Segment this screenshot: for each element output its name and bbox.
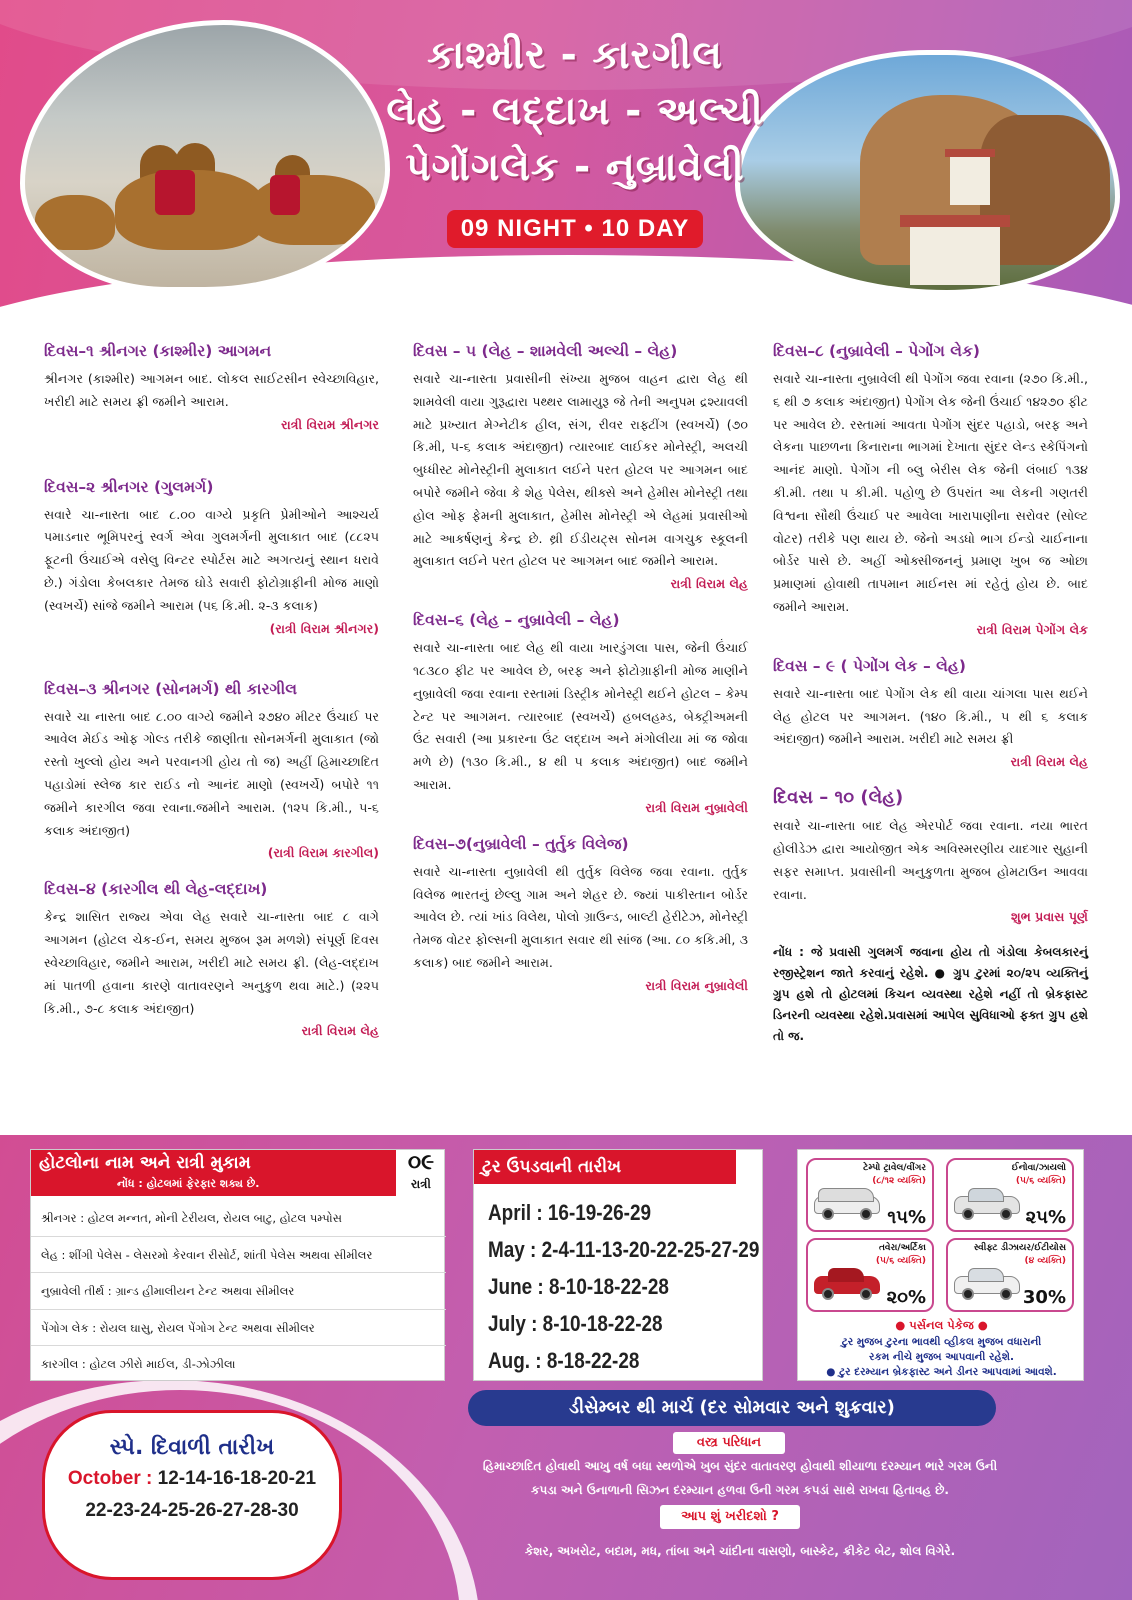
diwali-title: સ્પે. દિવાળી તારીખ bbox=[109, 1435, 275, 1460]
day-9 bbox=[773, 655, 1088, 773]
package-note-line: રકમ નીચે મુજબ આપવાની રહેશે. bbox=[869, 1351, 1014, 1363]
personal-package-title: ● પર્સનલ પેકેજ ● bbox=[895, 1318, 988, 1332]
night-stay: રાત્રી વિરામ નુબ્રાવેલી bbox=[645, 977, 748, 993]
hotel-list-title: હોટલોના નામ અને રાત્રી મુકામ bbox=[39, 1153, 251, 1173]
diwali-dates-badge bbox=[42, 1410, 342, 1580]
camel-body bbox=[250, 175, 375, 245]
clothing-text-line: કપડા અને ઉનાળાની સિઝન દરમ્યાન હળવા ઉની ગરમ કપડાં સાથે રાખવા હિતાવહ છે. bbox=[531, 1483, 949, 1497]
hotel-row: લેહ : શીંગી પેલેસ - લેસરમો કેરવાન રીસોર્ટ, શાંતી પેલેસ અથવા સીમીલર bbox=[31, 1237, 446, 1274]
day-body: સવારે ચા-નાસ્તા પ્રવાસીની સંખ્યા મુજબ વાહન દ્વારા લેહ થી શામવેલી વાયા ગુરૂદ્વારા પથ્થર લામાયુરૂ જે તેની અનુપમ દ્રશ્યાવલી માટે પ્રખ્યાત મેગ્નેટીક હીલ, સંગ, રીવર રાફ્ટીંગ (સ્વખર્ચે) (૭૦ કિ.મી, ૫-૬ કલાક અંદાજીત) ત્યારબાદ લાઈકર મોનેસ્ટ્રી, અલચી બુધ્ધીસ્ટ મોનેસ્ટ્રીની મુલાકાત લઈને પરત હોટલ પર આગમન બાદ બપોરે જમીને જેવા કે શેહ પેલેસ, થીક્સે અને હેમીસ મોનેસ્ટ્રી તથા હોલ ઓફ ફેમની મુલાકાત, હેમીસ મોનેસ્ટ્રી એ લેહમાં પ્રવાસીઓ માટે આકર્ષણનું કેન્દ્ર છે. થ્રી ઈડીયટ્સ સોનમ વાગચુક સ્કૂલની મુલાકાત લઈને પરત હોટલ પર આગમન બાદ જમીને આરામ. bbox=[413, 371, 748, 569]
day-title: દિવસ – ૧૦ (લેહ) bbox=[773, 787, 904, 809]
camels-photo bbox=[20, 20, 390, 292]
hotel-row: કારગીલ : હોટલ ઝીરો માઈલ, ડી-ઝોઝીલા bbox=[41, 1357, 236, 1371]
night-stay: રાત્રી વિરામ પેગોંગ લેક bbox=[976, 621, 1088, 637]
night-stay: રાત્રી વિરામ લેહ bbox=[670, 576, 748, 592]
temple-roof bbox=[900, 215, 1010, 227]
vehicle-name: સ્વીફ્ટ ડીઝાયર/ઈટીયોસ bbox=[973, 1243, 1066, 1253]
vehicle-discount: 30% bbox=[1022, 1287, 1066, 1308]
mpv-icon bbox=[814, 1268, 880, 1298]
day-4 bbox=[44, 878, 379, 1042]
vehicle-card bbox=[946, 1158, 1074, 1232]
night-stay: શુભ પ્રવાસ પૂર્ણ bbox=[1010, 909, 1088, 925]
night-stay: રાત્રી વિરામ લેહ bbox=[1010, 754, 1088, 770]
day-body: સવારે ચા-નાસ્તા નુબ્રાવેલી થી તુર્તુક વિલેજ જવા રવાના. તુર્તુક વિલેજ ભારતનું છેલ્લુ ગામ અને શેહર છે. જ્યાં પાકીસ્તાન બોર્ડર આવેલ છે. ત્યાં ખાંડ વિલેથ, પોલો ગ્રાઉન્ડ, બાલ્ટી હેરીટેઝ, મોનેસ્ટ્રી તેમજ વોટર ફોલ્સની મુલાકાત સવાર થી સાંજ (આ. ૮૦ કકિ.મી, ૩ કલાક) બાદ જમીને આરામ. bbox=[413, 863, 748, 970]
hotel-row: શ્રીનગર : હોટલ મન્નત, મોની ટેરીયલ, રોયલ બાટુ, હોટલ પમ્પોસ bbox=[31, 1200, 446, 1237]
night-stay: રાત્રી વિરામ નુબ્રાવેલી bbox=[645, 799, 748, 815]
night-stay: (રાત્રી વિરામ કારગીલ) bbox=[267, 845, 379, 861]
clothing-label: વસ્ત્ર પરિધાન bbox=[673, 1432, 785, 1454]
vehicle-card bbox=[806, 1158, 934, 1232]
nights-label: રાત્રી bbox=[411, 1177, 431, 1191]
departure-dates-list bbox=[488, 1194, 804, 1379]
departure-dates-box bbox=[473, 1149, 763, 1381]
camel-body bbox=[35, 195, 115, 250]
vehicle-name: ઈનોવા/ઝાયલો bbox=[1011, 1163, 1066, 1173]
shopping-text: કેશર, અખરોટ, બદામ, મધ, તાંબા અને ચાંદીના વાસણો, બાસ્કેટ, ક્રીકેટ બેટ, શોલ વિગેરે. bbox=[524, 1544, 956, 1558]
day-body: સવારે ચા-નાસ્તા બાદ લેહ થી વાયા ખારડુંગલા પાસ, જેની ઉંચાઈ ૧૮૩૮૦ ફીટ પર આવેલ છે, બરફ અને ફોટોગ્રાફીની મોજ માણીને નુબ્રાવેલી જવા રવાના રસ્તામાં ડિસ્ટ્રીક મોનેસ્ટ્રી થઈને હોટલ – કેમ્પ ટેન્ટ પર આગમન. ત્યારબાદ (સ્વખર્ચે) હબલહમ્ડ, બેક્ટ્રીઅમની ઉંટ સવારી (આ પ્રકારના ઉંટ લદ્દાખ અને મંગોલીયા માં જ જોવા મળે છે) (૧૩૦ કિ.મી., ૪ થી ૫ કલાક અંદાજીત) બાદ જમીને આરામ. bbox=[413, 640, 748, 792]
day-1 bbox=[44, 340, 379, 436]
diwali-dates: 12-14-16-18-20-21 bbox=[157, 1468, 317, 1489]
vehicle-name: ટેમ્પો ટ્રાવેલ/વીંગર bbox=[863, 1163, 926, 1173]
van-icon bbox=[814, 1188, 880, 1218]
package-note-line: ટુર મુજબ ટુરના ભાવથી વ્હીકલ મુજબ વધારાની bbox=[841, 1336, 1042, 1348]
vehicle-capacity: (૫/૬ વ્યક્તિ) bbox=[1015, 1176, 1066, 1186]
date-row: June : 8-10-18-22-28 bbox=[488, 1274, 669, 1299]
temple-roof bbox=[945, 149, 995, 157]
day-title: દિવસ–૧ શ્રીનગર (કાશ્મીર) આગમન bbox=[44, 342, 272, 360]
night-stay: રાત્રી વિરામ શ્રીનગર bbox=[281, 416, 379, 432]
day-body: કેન્દ્ર શાસિત રાજ્ય એવા લેહ સવારે ચા-નાસ્તા બાદ ૮ વાગે આગમન (હોટલ ચેક-ઈન, સમય મુજબ રૂમ મળશે) સંપૂર્ણ દિવસ સ્વેચ્છાવિહાર, જમીને આરામ, ખરીદી માટે સમય ફ્રી. (લેહ-લદ્દાખ માં પાતળી હવાના કારણે વાતાવરણને અનુકુળ થવા માટે.) (૨૨૫ કિ.મી., ૭-૮ કલાક અંદાજીત) bbox=[44, 909, 379, 1016]
package-note-line: ● ટુર દરમ્યાન બ્રેકફાસ્ટ અને ડીનર આપવામાં આવશે. bbox=[826, 1366, 1057, 1378]
vehicle-card bbox=[946, 1238, 1074, 1312]
day-title: દિવસ–૬ (લેહ – નુબ્રાવેલી – લેહ) bbox=[413, 611, 620, 630]
diwali-month: October : bbox=[67, 1468, 153, 1489]
tour-title-line-2: લેહ - લદ્દાખ - અલ્ચી bbox=[386, 89, 764, 134]
day-3 bbox=[44, 678, 379, 865]
day-title: દિવસ–૮ (નુબ્રાવેલી – પેગોંગ લેક) bbox=[773, 342, 980, 360]
header-banner bbox=[0, 0, 1132, 315]
bottom-panel bbox=[0, 1135, 1132, 1600]
itinerary-column-3 bbox=[773, 340, 1088, 1047]
hotel-rows bbox=[31, 1200, 446, 1383]
shopping-label: આપ શું ખરીદશો ? bbox=[660, 1505, 800, 1529]
suv-icon bbox=[954, 1188, 1020, 1218]
tour-title-line-3: પેગોંગલેક - નુબ્રાવેલી bbox=[405, 145, 745, 190]
vehicle-card bbox=[806, 1238, 934, 1312]
tour-title-line-1: કાશ્મીર - કારગીલ bbox=[427, 33, 723, 78]
day-body: શ્રીનગર (કાશ્મીર) આગમન બાદ. લોકલ સાઈટસીન સ્વેચ્છાવિહાર, ખરીદી માટે સમય ફ્રી જમીને આરામ. bbox=[44, 371, 379, 409]
hotel-list-subtitle: નોંધ : હોટલમાં ફેરફાર શક્ય છે. bbox=[117, 1177, 260, 1190]
vehicle-capacity: (૫/૬ વ્યક્તિ) bbox=[875, 1256, 926, 1266]
day-6 bbox=[413, 609, 748, 819]
personal-package-box bbox=[797, 1149, 1084, 1381]
itinerary-column-1 bbox=[44, 340, 379, 1056]
winter-schedule: ડીસેમ્બર થી માર્ચ (દર સોમવાર અને શુક્રવાર) bbox=[468, 1390, 996, 1426]
camel-blanket bbox=[155, 170, 195, 215]
night-stay: (રાત્રી વિરામ શ્રીનગર) bbox=[269, 620, 379, 636]
day-title: દિવસ–૩ શ્રીનગર (સોનમર્ગ) થી કારગીલ bbox=[44, 679, 297, 698]
duration-badge: 09 NIGHT • 10 DAY bbox=[447, 210, 704, 248]
day-body: સવારે ચા-નાસ્તા નુબ્રાવેલી થી પેગોંગ જવા રવાના (૨૭૦ કિ.મી., ૬ થી ૭ કલાક અંદાજીત) પેગોંગ લેક જેની ઉંચાઈ ૧૪૨૭૦ ફીટ પર આવેલ છે. રસ્તામાં આવતા પેગોંગ સુંદર પહાડો, બરફ અને લેકના પાછળના કિનારાના ભાગમાં દેખાતા સુંદર લેન્ડ સ્કેપિંગનો આનંદ માણો. પેગોંગ ની બ્લુ બેરીસ લેક જેની લંબાઈ ૧૩૪ કી.મી. તથા ૫ કી.મી. પહોળુ છે ઉપરાંત આ લેકની ગણતરી વિશ્વના સૌથી ઉંચાઈ પર આવેલા ખારાપાણીના સરોવર (સોલ્ટ વોટર) તરીકે પણ થાય છે. જેનો અડધો ભાગ ઈન્ડો ચાઈનાના બોર્ડર પાસે છે. અહીં ઓક્સીજનનું પ્રમાણ ખુબ જ ઓછા પ્રમાણમાં હોવાથી તાપમાન માઈનસ માં રહેતું હોય છે. બાદ જમીને આરામ. bbox=[773, 371, 1088, 614]
day-10 bbox=[773, 787, 1088, 928]
hotel-list-header bbox=[31, 1150, 396, 1196]
itinerary-column-2 bbox=[413, 340, 748, 1011]
diwali-dates-line: 22-23-24-25-26-27-28-30 bbox=[85, 1500, 299, 1521]
day-title: દિવસ – ૫ (લેહ – શામવેલી અલ્ચી – લેહ) bbox=[413, 342, 678, 360]
day-5 bbox=[413, 340, 748, 595]
day-2 bbox=[44, 476, 379, 640]
vehicle-name: તવેરા/અર્ટિકા bbox=[878, 1243, 926, 1253]
day-body: સવારે ચા-નાસ્તા બાદ પેગોંગ લેક થી વાયા ચાંગલા પાસ થઈને લેહ હોટલ પર આગમન. (૧૪૦ કિ.મી., ૫ થી ૬ કલાક અંદાજીત) જમીને આરામ. ખરીદી માટે સમય ફ્રી bbox=[773, 685, 1088, 747]
sedan-icon bbox=[954, 1268, 1020, 1298]
date-row: May : 2-4-11-13-20-22-25-27-29 bbox=[488, 1237, 760, 1262]
tour-title-block bbox=[385, 28, 765, 248]
nights-number: ૦૯ bbox=[407, 1150, 435, 1175]
date-row: April : 16-19-26-29 bbox=[488, 1200, 651, 1225]
vehicle-discount: ૨૫% bbox=[1025, 1207, 1066, 1228]
day-title: દિવસ–૪ (કારગીલ થી લેહ-લદ્દાખ) bbox=[44, 880, 268, 899]
vehicle-discount: ૧૫% bbox=[887, 1207, 926, 1228]
vehicle-capacity: (૪ વ્યક્તિ) bbox=[1024, 1256, 1066, 1266]
camel-blanket bbox=[270, 175, 300, 215]
date-row: Aug. : 8-18-22-28 bbox=[488, 1348, 640, 1373]
departure-dates-title: ટુર ઉપડવાની તારીખ bbox=[474, 1150, 736, 1184]
temple bbox=[950, 155, 990, 205]
day-body: સવારે ચા નાસ્તા બાદ ૮.૦૦ વાગ્યે જમીને ૨૭૪૦ મીટર ઉંચાઈ પર આવેલ મેઈડ ઓફ ગોલ્ડ તરીકે જાણીતા સોનમર્ગની મુલાકાત (જો રસ્તો ખુલ્લો હોય અને પરવાનગી હોય તો જ) અહીં હિમાચ્છાદિત પહાડોમાં સ્લેજ કાર રાઈડ નો આનંદ માણો (સ્વખર્ચે) બપોરે ૧૧ જમીને કારગીલ જવા રવાના.જમીને આરામ. (૧૨૫ કિ.મી., ૫-૬ કલાક અંદાજીત) bbox=[44, 708, 379, 838]
day-7 bbox=[413, 833, 748, 997]
clothing-text-line: હિમાચ્છાદિત હોવાથી આખુ વર્ષ બધા સ્થળોએ ખુબ સુંદર વાતાવરણ હોવાથી શીયાળા દરમ્યાન ભારે ગરમ ઉની bbox=[482, 1459, 998, 1473]
hotel-row: પેંગોગ લેક : રોયલ ઘાસુ, રોયલ પેંગોગ ટેન્ટ અથવા સીમીલર bbox=[31, 1310, 446, 1347]
nights-count bbox=[396, 1150, 446, 1196]
date-row: July : 8-10-18-22-28 bbox=[488, 1311, 663, 1336]
day-title: દિવસ–૨ શ્રીનગર (ગુલમર્ગ) bbox=[44, 477, 214, 496]
hotel-list-box bbox=[30, 1149, 445, 1381]
night-stay: રાત્રી વિરામ લેહ bbox=[301, 1023, 379, 1039]
day-title: દિવસ–૭(નુબ્રાવેલી – તુર્તુક વિલેજ) bbox=[413, 834, 629, 853]
vehicle-discount: ૨૦% bbox=[886, 1287, 926, 1308]
hotel-row: નુબ્રાવેલી તીર્થ : ગ્રાન્ડ હીમાલીયન ટેન્ટ અથવા સીમીલર bbox=[31, 1273, 446, 1310]
diwali-dates-line bbox=[45, 1463, 339, 1495]
day-body: સવારે ચા-નાસ્તા બાદ લેહ એરપોર્ટ જવા રવાના. નયા ભારત હોલીડેઝ દ્વારા આયોજીત એક અવિસ્મરણીય યાદગાર સુહાની સફર સમાપ્ત. પ્રવાસીની અનુકુળતા મુજબ હોમટાઉન આવવા રવાના. bbox=[773, 818, 1088, 902]
temple bbox=[910, 225, 1000, 285]
day-8 bbox=[773, 340, 1088, 641]
monastery-photo bbox=[735, 50, 1120, 295]
day-body: સવારે ચા-નાસ્તા બાદ ૮.૦૦ વાગ્યે પ્રકૃતિ પ્રેમીઓને આશ્ચર્ય પમાડનાર ભૂમિપરનું સ્વર્ગ એવા ગુલમર્ગની મુલાકાત બાદ (૮૮૨૫ ફૂટની ઉંચાઈએ વસેલુ વિન્ટર સ્પોર્ટસ માટે અગત્યનું સ્થાન ધરાવે છે.) ગંડોલા કેબલકાર તેમજ ઘોડે સવારી ફોટોગ્રાફીની મોજ માણો (સ્વખર્ચે) સાંજે જમીને આરામ (૫૬ કિ.મી. ૨-૩ કલાક) bbox=[44, 506, 379, 613]
vehicle-capacity: (૮/૧૨ વ્યક્તિ) bbox=[872, 1176, 926, 1186]
day-title: દિવસ – ૯ ( પેગોંગ લેક – લેહ) bbox=[773, 656, 966, 675]
tour-note: નોંધ : જે પ્રવાસી ગુલમર્ગ જવાના હોય તો ગંડોલા કેબલકારનું રજીસ્ટ્રેશન જાતે કરવાનું રહેશે. ● ગ્રુપ ટુરમાં ૨૦/૨૫ વ્યક્તિનું ગ્રુપ હશે તો હોટલમાં કિચન વ્યવસ્થા રહેશે નહીં તો બ્રેકફાસ્ટ ડિનરની વ્યવસ્થા રહેશે.પ્રવાસમાં આપેલ સુવિધાઓ ફક્ત ગ્રુપ હશે તો જ. bbox=[773, 945, 1088, 1044]
